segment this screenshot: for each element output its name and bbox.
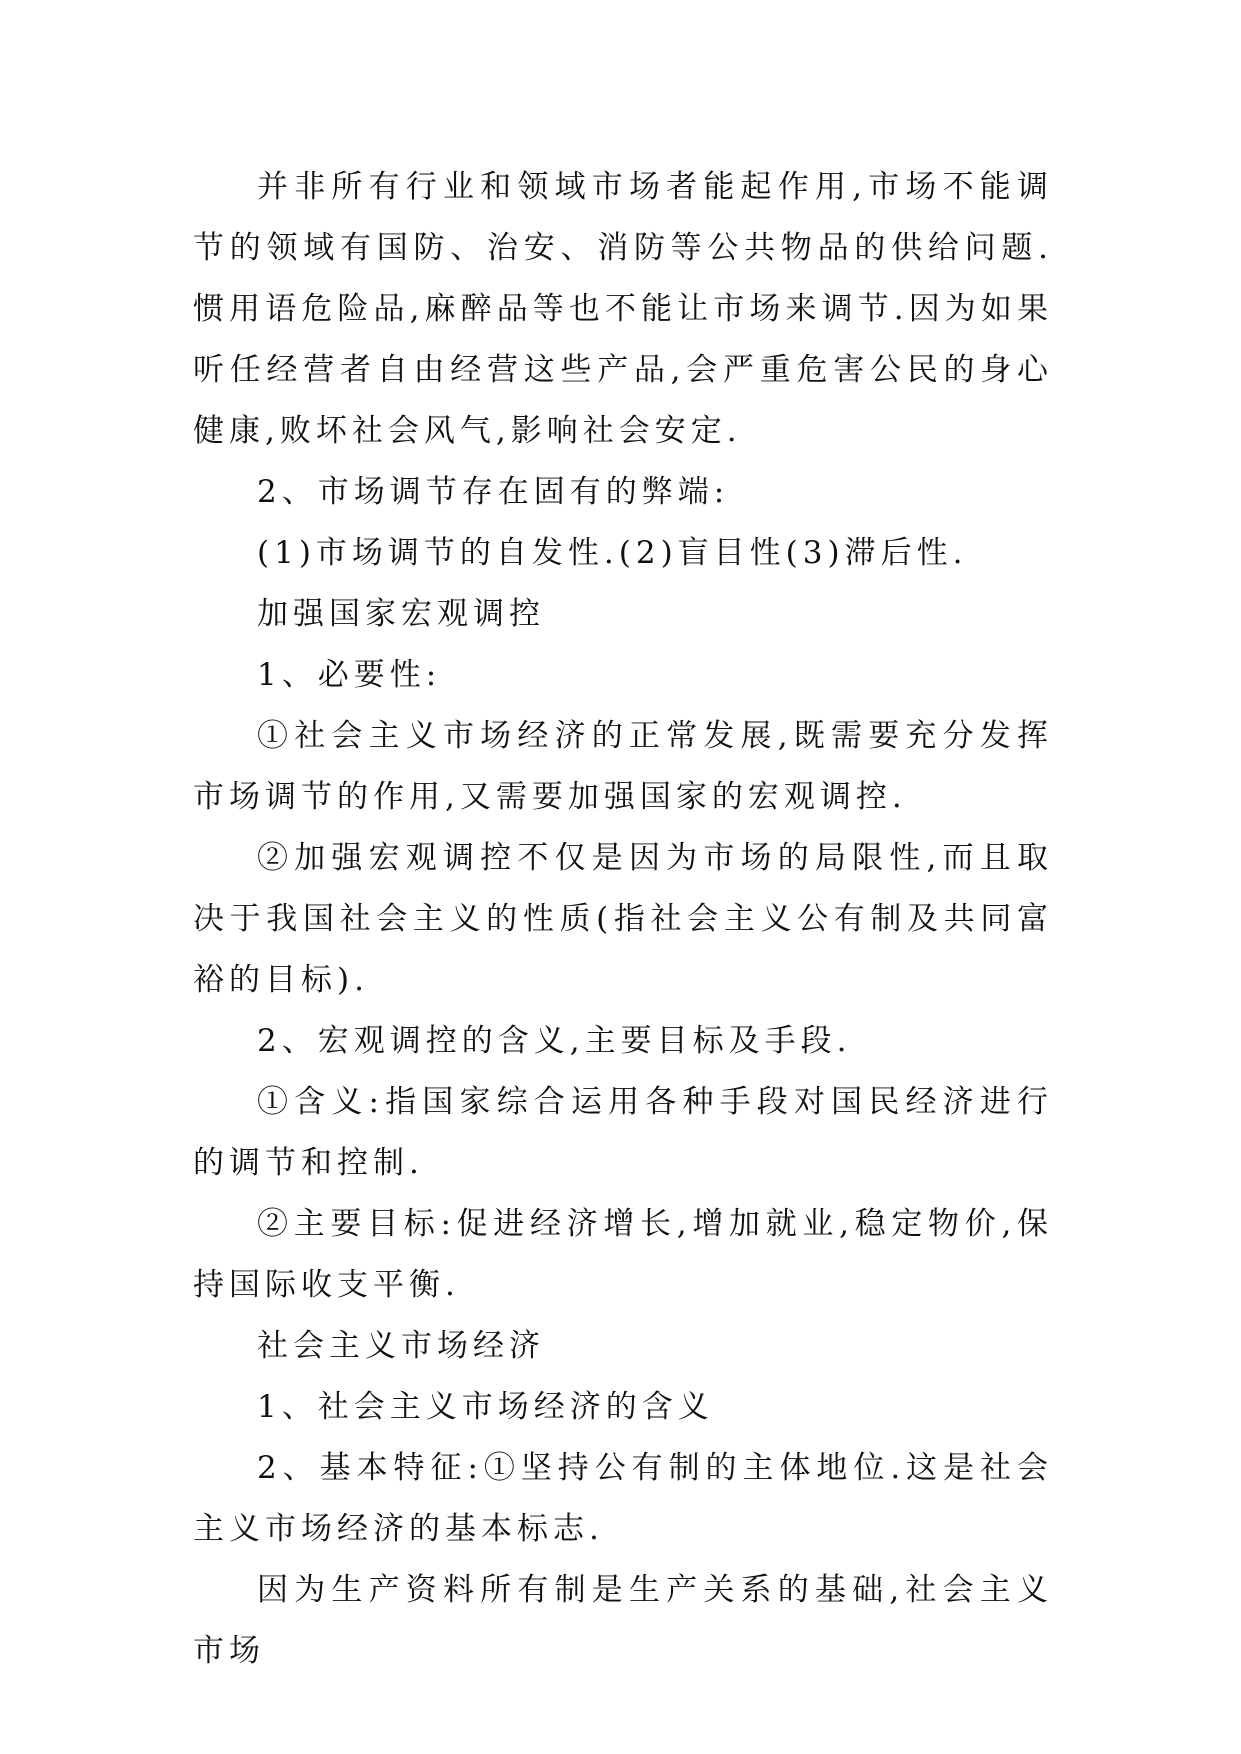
paragraph-8: 2、宏观调控的含义,主要目标及手段. <box>257 1023 852 1059</box>
paragraph-1: 并非所有行业和领域市场者能起作用,市场不能调节的领域有国防、治安、消防等公共物品的供给问题.惯用语危险品,麻醉品等也不能让市场来调节.因为如果听任经营者自由经营这些产品,会严重危害公民的身心健康,败坏社会风气,影响社会安定. <box>193 169 1053 449</box>
paragraph-13: 2、基本特征:①坚持公有制的主体地位.这是社会主义市场经济的基本标志. <box>193 1450 1053 1547</box>
paragraph-2: 2、市场调节存在固有的弊端: <box>257 474 730 510</box>
paragraph-14: 因为生产资料所有制是生产关系的基础,社会主义市场 <box>193 1572 1053 1669</box>
paragraph-10: ②主要目标:促进经济增长,增加就业,稳定物价,保持国际收支平衡. <box>193 1206 1053 1303</box>
paragraph-12: 1、社会主义市场经济的含义 <box>257 1389 714 1425</box>
section-heading-macro-control: 加强国家宏观调控 <box>257 596 545 632</box>
paragraph-5: 1、必要性: <box>257 657 442 693</box>
paragraph-9: ①含义:指国家综合运用各种手段对国民经济进行的调节和控制. <box>193 1084 1053 1181</box>
paragraph-3: (1)市场调节的自发性.(2)盲目性(3)滞后性. <box>257 535 968 571</box>
section-heading-socialist-market-economy: 社会主义市场经济 <box>257 1328 545 1364</box>
document-body <box>193 157 1053 1682</box>
paragraph-6: ①社会主义市场经济的正常发展,既需要充分发挥市场调节的作用,又需要加强国家的宏观调控. <box>193 718 1053 815</box>
paragraph-7: ②加强宏观调控不仅是因为市场的局限性,而且取决于我国社会主义的性质(指社会主义公有制及共同富裕的目标). <box>193 840 1053 998</box>
